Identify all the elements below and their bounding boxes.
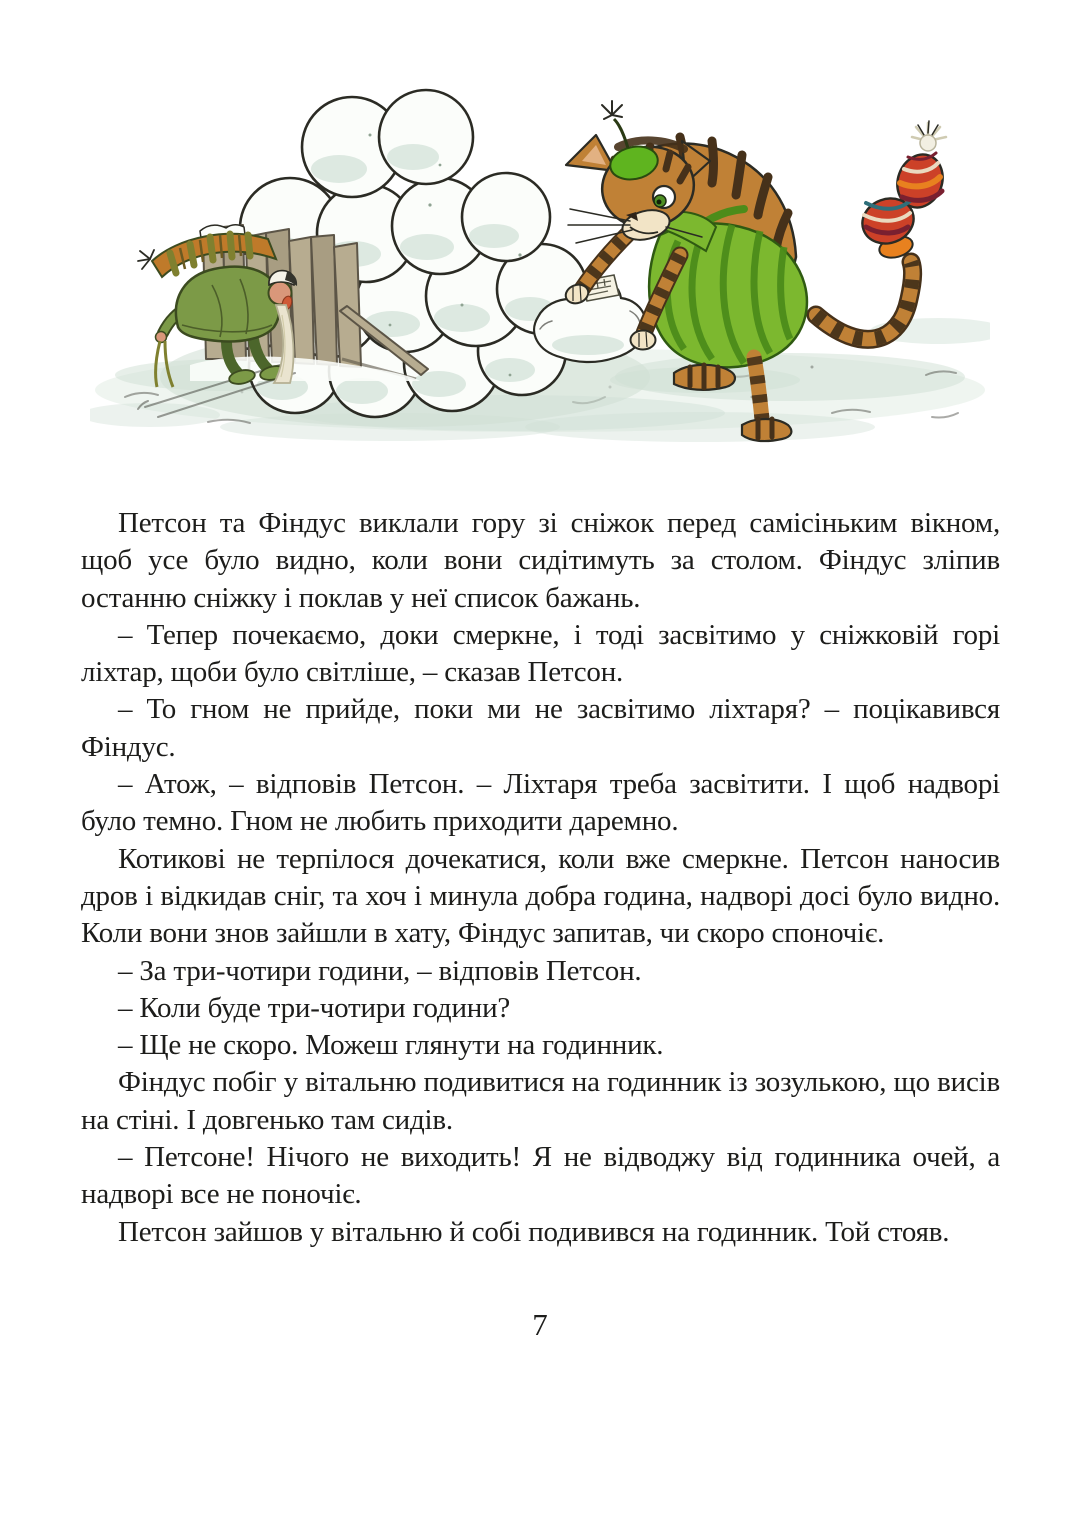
story-paragraph: Петсон зайшов у вітальню й собі подивився на годинник. Той стояв. xyxy=(118,1215,950,1248)
pettson-coat xyxy=(176,267,280,342)
story-paragraph: – Тепер почекаємо, доки смеркне, і тоді засвітимо у сніжковій горі ліхтар, щоби було світліше, – сказав Петсон. xyxy=(81,618,1000,689)
page-footer xyxy=(0,1307,1080,1343)
scarf-sparkle xyxy=(138,250,154,269)
story-paragraph: Фіндус побіг у вітальню подивитися на годинник із зозулькою, що висів на стіні. І довгенько там сидів. xyxy=(81,1066,1000,1136)
story-paragraph: – То гном не прийде, поки ми не засвітимо ліхтаря? – поцікавився Фіндус. xyxy=(81,693,1000,763)
story-paragraph: – Коли буде три-чотири години? xyxy=(118,991,511,1024)
pompom xyxy=(912,121,946,151)
story-paragraph: Петсон та Фіндус виклали гору зі сніжок перед самісіньким вікном, щоб усе було видно, коли вони сидітимуть за столом. Фіндус зліпив останню сніжку і поклав у неї список бажань. xyxy=(81,507,1000,614)
pettson-findus-snow-scene xyxy=(90,75,990,450)
story-paragraph: – Ще не скоро. Можеш глянути на годинник. xyxy=(118,1029,664,1062)
page-number: 7 xyxy=(532,1306,548,1342)
tail-stocking-cap xyxy=(856,121,950,261)
story-paragraph: – Атож, – відповів Петсон. – Ліхтаря треба засвітити. І щоб надворі було темно. Гном не любить приходити даремно. xyxy=(81,768,1000,838)
book-page xyxy=(0,75,1080,1343)
story-text xyxy=(81,505,1000,1251)
story-paragraph: – За три-чотири години, – відповів Петсон. xyxy=(118,954,642,987)
story-illustration xyxy=(90,75,990,450)
story-paragraph: – Петсоне! Нічого не виходить! Я не відводжу від годинника очей, а надворі все не поночіє. xyxy=(81,1141,1000,1211)
story-paragraph: Котикові не терпілося дочекатися, коли вже смеркне. Петсон наносив дров і відкидав сніг, та хоч і минула добра година, надворі досі було видно. Коли вони знов зайшли в хату, Фіндус запитав, чи скоро споночіє. xyxy=(81,842,1000,950)
findus-tail xyxy=(816,262,913,339)
